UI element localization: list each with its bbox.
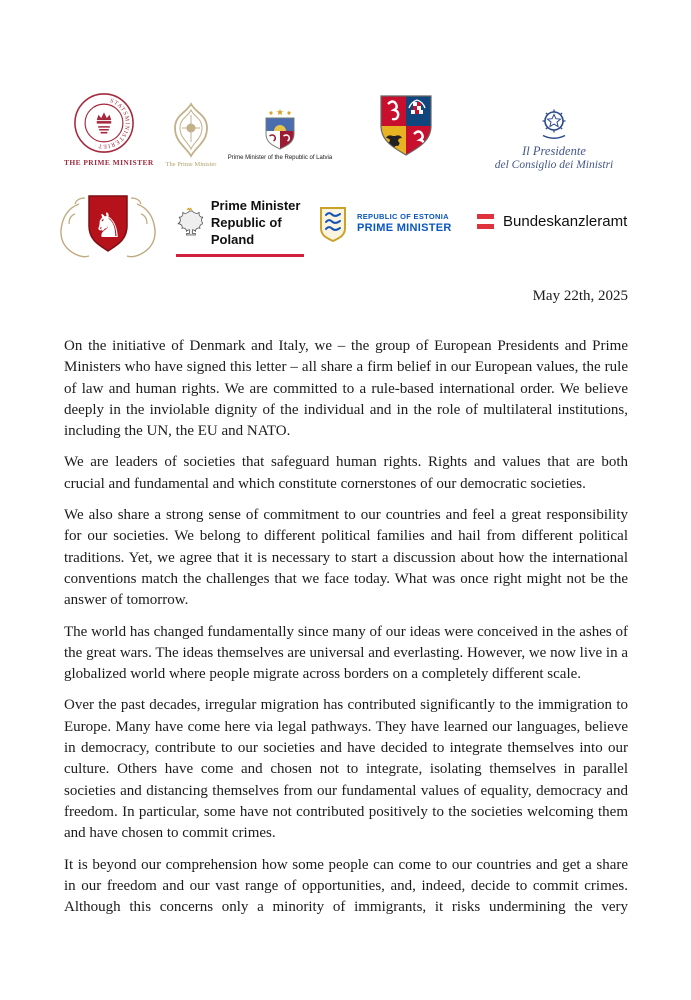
logo-austria-bundeskanzleramt [477,213,627,230]
austria-flag-icon [477,214,494,229]
denmark-seal-ring-text: STATSMINISTERIET [97,98,130,149]
logo-czech-republic [374,92,438,160]
lithuania-coat-of-arms-icon [44,190,172,262]
logo-italy-president-council [486,106,622,171]
estonia-caption-line1: REPUBLIC OF ESTONIA [357,212,449,222]
estonia-caption-line2: PRIME MINISTER [357,221,452,234]
denmark-caption: THE PRIME MINISTER [64,158,154,167]
logo-poland-prime-minister [176,198,304,257]
paragraph-2: We are leaders of societies that safeguard human rights. Rights and values that are both crucial and fundamental and which constitute cornerstones of our democratic societies. [64,454,628,492]
czech-coat-of-arms-icon [376,92,436,160]
italy-president-caption-line2: del Consiglio dei Ministri [494,159,614,171]
logo-italy-prime-minister [157,102,225,168]
paragraph-3: We also share a strong sense of commitment to our countries and feel a great responsibility for our societies. We belong to different political families and hail from different political traditions. Yet, we agree that it is necessary to start a discussion about how the international conventions match the challenges that we face today. What was once right might not be the answer of tomorrow. [64,507,628,609]
denmark-pm-seal-icon [73,92,135,154]
italy-president-emblem-icon [537,106,571,140]
italy-pm-emblem-icon [169,102,213,158]
estonia-coat-of-arms-icon [318,206,348,242]
poland-caption-line1: Prime Minister [210,198,301,213]
svg-text:♞: ♞ [92,206,124,246]
paragraph-6: It is beyond our comprehension how some people can come to our countries and get a share in our freedom and our vast range of opportunities, and, indeed, decide to commit crimes. Although this concerns only a minority of immigrants, it risks undermining the very [64,856,628,916]
latvia-caption: Prime Minister of the Republic of Latvia [227,155,333,161]
logo-denmark-prime-minister [64,92,154,167]
italy-president-caption-line1: Il Presidente [522,144,586,158]
paragraph-5: Over the past decades, irregular migration has contributed significantly to the immigration to Europe. Many have come here via legal pathways. They have learned our languages, believe in democracy, contribute to our societies and have decided to integrate themselves into our culture. Others have come and chosen not to integrate, isolating themselves in parallel societies and distancing themselves from our fundamental values of equality, democracy and freedom. In particular, some have not contributed positively to the societies welcoming them and have chosen to commit crimes. [64,697,628,842]
austria-caption: Bundeskanzleramt [503,213,628,230]
poland-eagle-icon [176,202,203,244]
paragraph-1: On the initiative of Denmark and Italy, we – the group of European Presidents and Prime Ministers who have signed this letter – all share a firm belief in our European values, the rule of law and human rights. We are committed to a rule-based international order. We believe deeply in the inviolable dignity of the individual and in the role of multilateral institutions, including the UN, the EU and NATO. [64,338,628,440]
latvia-coat-of-arms-icon [258,108,302,152]
letter-date: May 22th, 2025 [532,288,628,304]
logo-estonia-prime-minister [318,206,452,242]
poland-caption-line2: Republic of Poland [210,214,282,247]
logo-lithuania [44,190,172,262]
letter-body [64,336,628,928]
logo-latvia-prime-minister [222,108,338,161]
paragraph-4: The world has changed fundamentally since many of our ideas were conceived in the ashes of the great wars. The ideas themselves are universal and everlasting. However, we now live in a globalized world where people migrate across borders on a completely different scale. [64,623,628,683]
italy-pm-caption: The Prime Minister [165,161,217,168]
